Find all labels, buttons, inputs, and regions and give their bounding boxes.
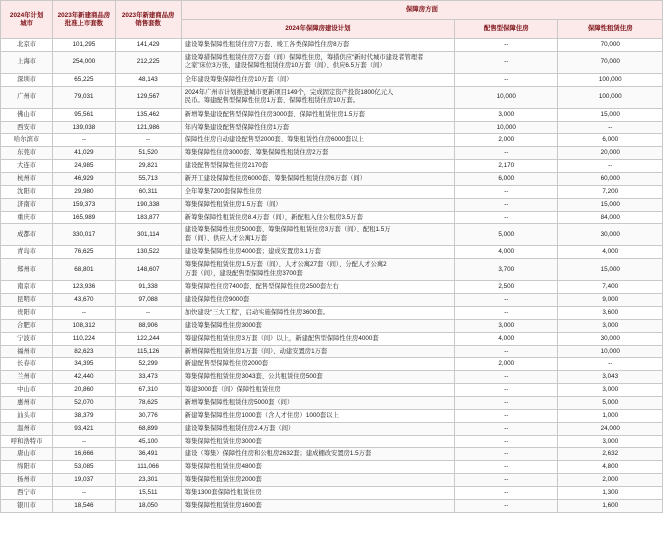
cell-plan-text: 建设筹集保障性住房4000套；建成安置房3.1万套 [181,246,454,259]
cell-plan-text: 筹集保障性租赁住房3000套 [181,435,454,448]
cell-sold-count: 51,520 [115,147,181,160]
cell-city: 温州市 [1,422,53,435]
table-row [1,448,663,461]
cell-sale-type-count: -- [455,461,558,474]
table-row [1,121,663,134]
cell-sale-type-count: 4,000 [455,332,558,345]
cell-approved-count: 24,985 [53,160,115,173]
cell-plan-text: 筹集保障性租赁住房1600套 [181,499,454,512]
table-row [1,487,663,500]
cell-rental-type-count: 4,000 [558,246,663,259]
table-row [1,397,663,410]
cell-plan-text: 建设筹集保障性住房3000套 [181,319,454,332]
cell-plan-text: 建设配售型保障性住房2170套 [181,160,454,173]
cell-plan-text: 2024年广州市计划推进城市更新项目149个，完成固定资产投资1800亿元人 民币。筹建配售型保障性住房1万套、保障性租赁住房10万套。 [181,86,454,108]
cell-city: 惠州市 [1,397,53,410]
cell-sale-type-count: -- [455,422,558,435]
cell-plan-text: 新增保障性租赁住房1万套（间）、动建安置房1万套 [181,345,454,358]
cell-plan-text: 新建配售型保障性住房2000套 [181,358,454,371]
cell-rental-type-count: -- [558,160,663,173]
cell-sold-count: 301,114 [115,224,181,246]
table-header-group-row [1,1,663,20]
header-sold-line2: 销售套数 [135,19,161,27]
cell-approved-count: 110,224 [53,332,115,345]
header-city-line2: 城市 [20,19,33,27]
cell-sold-count: 122,244 [115,332,181,345]
table-row [1,86,663,108]
header-group-housing-security: 保障房方面 [181,1,662,20]
table-row [1,224,663,246]
cell-plan-text: 建设筹集保障性住房5000套、筹集保障性租赁住房3万套（间）、配租1.5万 套（间）、供应人才公寓1万套 [181,224,454,246]
cell-approved-count: 108,312 [53,319,115,332]
cell-rental-type-count: 30,000 [558,332,663,345]
cell-sold-count: 121,986 [115,121,181,134]
table-row [1,499,663,512]
cell-sale-type-count: 2,000 [455,134,558,147]
cell-city: 上海市 [1,51,53,73]
cell-sold-count: 67,310 [115,384,181,397]
table-row [1,358,663,371]
table-row [1,211,663,224]
cell-approved-count: -- [53,134,115,147]
cell-sale-type-count: 6,000 [455,173,558,186]
table-body [1,39,663,513]
cell-sold-count: 15,511 [115,487,181,500]
cell-sale-type-count: -- [455,185,558,198]
cell-rental-type-count: 70,000 [558,51,663,73]
cell-sale-type-count: -- [455,435,558,448]
cell-city: 东莞市 [1,147,53,160]
cell-sale-type-count: -- [455,499,558,512]
cell-sold-count: -- [115,307,181,320]
cell-sale-type-count: 3,000 [455,319,558,332]
table-row [1,173,663,186]
cell-sold-count: 129,567 [115,86,181,108]
cell-approved-count: 34,395 [53,358,115,371]
cell-sale-type-count: -- [455,397,558,410]
cell-plan-text: 新开工建设保障性住房6000套、筹集保障性租赁住房6万套（间） [181,173,454,186]
cell-rental-type-count: 84,000 [558,211,663,224]
cell-rental-type-count: 70,000 [558,39,663,52]
table-row [1,147,663,160]
cell-city: 青岛市 [1,246,53,259]
cell-rental-type-count: 15,000 [558,259,663,281]
cell-rental-type-count: 15,000 [558,198,663,211]
table-row [1,384,663,397]
cell-plan-text: 全年建设筹集保障性住房10万套（间） [181,73,454,86]
header-city [1,1,53,39]
cell-city: 福州市 [1,345,53,358]
cell-sale-type-count: -- [455,345,558,358]
cell-approved-count: 95,561 [53,108,115,121]
cell-sold-count: 88,906 [115,319,181,332]
cell-plan-text: 筹集1300套保障性租赁住房 [181,487,454,500]
cell-city: 中山市 [1,384,53,397]
cell-rental-type-count: 100,000 [558,86,663,108]
cell-city: 沈阳市 [1,185,53,198]
table-row [1,307,663,320]
cell-sold-count: 23,301 [115,474,181,487]
cell-approved-count: 16,666 [53,448,115,461]
cell-rental-type-count: 1,600 [558,499,663,512]
cell-approved-count: 42,440 [53,371,115,384]
header-approved-line2: 批准上市套数 [64,19,104,27]
cell-rental-type-count: 7,200 [558,185,663,198]
cell-rental-type-count: 60,000 [558,173,663,186]
cell-city: 兰州市 [1,371,53,384]
cell-city: 哈尔滨市 [1,134,53,147]
cell-rental-type-count: 3,600 [558,307,663,320]
cell-rental-type-count: 7,400 [558,281,663,294]
cell-plan-text: 筹集保障性租赁住房1.5万套（间） [181,198,454,211]
cell-sold-count: 148,607 [115,259,181,281]
cell-city: 唐山市 [1,448,53,461]
cell-plan-text: 保障性住房自动建设配售型2000套、筹集租赁性住房6000套以上 [181,134,454,147]
cell-sold-count: 36,491 [115,448,181,461]
cell-plan-text: 筹集保障性住房7400套、配售型保障性住房2500套左右 [181,281,454,294]
cell-sale-type-count: 3,000 [455,108,558,121]
cell-rental-type-count: 3,000 [558,384,663,397]
table-row [1,332,663,345]
table-row [1,409,663,422]
cell-sale-type-count: 2,000 [455,358,558,371]
cell-sold-count: 30,776 [115,409,181,422]
cell-city: 佛山市 [1,108,53,121]
cell-sale-type-count: 10,000 [455,86,558,108]
cell-sale-type-count: 4,000 [455,246,558,259]
cell-approved-count: 101,295 [53,39,115,52]
cell-approved-count: 165,989 [53,211,115,224]
cell-sold-count: 130,522 [115,246,181,259]
cell-city: 郑州市 [1,259,53,281]
cell-sale-type-count: 2,500 [455,281,558,294]
cell-approved-count: 19,037 [53,474,115,487]
cell-rental-type-count: -- [558,121,663,134]
cell-sold-count: 29,821 [115,160,181,173]
cell-plan-text: 新增筹集保障性租赁住房5000套（间） [181,397,454,410]
header-city-line1: 2024年计划 [9,11,44,19]
cell-city: 广州市 [1,86,53,108]
cell-rental-type-count: 20,000 [558,147,663,160]
cell-plan-text: 加快建设“三大工程”，启动实施保障性住房3600套。 [181,307,454,320]
cell-approved-count: 43,670 [53,294,115,307]
table-row [1,134,663,147]
header-plan: 2024年保障房建设计划 [181,20,454,39]
cell-approved-count: 38,379 [53,409,115,422]
cell-plan-text: 筹集保障性租赁住房4800套 [181,461,454,474]
cell-sale-type-count: 2,170 [455,160,558,173]
cell-plan-text: 建设（筹集）保障性住房和公租房2632套；建成棚改安置房1.5万套 [181,448,454,461]
table-row [1,294,663,307]
cell-plan-text: 建设筹集保障性租赁住房2.4万套（间） [181,422,454,435]
cell-city: 汕头市 [1,409,53,422]
table-row [1,319,663,332]
table-row [1,474,663,487]
cell-approved-count: 18,546 [53,499,115,512]
table-row [1,461,663,474]
cell-approved-count: 76,625 [53,246,115,259]
cell-city: 昆明市 [1,294,53,307]
cell-city: 贵阳市 [1,307,53,320]
cell-plan-text: 筹集保障性租赁住房3043套、公共租赁住房500套 [181,371,454,384]
cell-sold-count: 111,066 [115,461,181,474]
cell-approved-count: -- [53,435,115,448]
cell-approved-count: 139,038 [53,121,115,134]
cell-city: 成都市 [1,224,53,246]
cell-plan-text: 新增筹集建设配售型保障性住房3000套、保障性租赁住房1.5万套 [181,108,454,121]
cell-sold-count: 135,462 [115,108,181,121]
table-header [1,1,663,39]
cell-approved-count: 68,801 [53,259,115,281]
cell-rental-type-count: 4,800 [558,461,663,474]
cell-sold-count: 33,473 [115,371,181,384]
cell-plan-text: 新筹集保障性租赁住房8.4万套（间），新配租入住公租房3.5万套 [181,211,454,224]
cell-approved-count: 20,860 [53,384,115,397]
cell-rental-type-count: 3,000 [558,319,663,332]
cell-city: 宁波市 [1,332,53,345]
cell-plan-text: 筹集保障性租赁住房2000套 [181,474,454,487]
cell-city: 大连市 [1,160,53,173]
table-row [1,198,663,211]
cell-approved-count: 29,980 [53,185,115,198]
cell-approved-count: 330,017 [53,224,115,246]
cell-rental-type-count: 100,000 [558,73,663,86]
cell-city: 合肥市 [1,319,53,332]
header-approved [53,1,115,39]
cell-plan-text: 筹集保障性住房3000套、筹集保障性租赁住房2万套 [181,147,454,160]
cell-sold-count: 115,126 [115,345,181,358]
cell-plan-text: 建设保障性住房9000套 [181,294,454,307]
cell-rental-type-count: 2,632 [558,448,663,461]
cell-city: 杭州市 [1,173,53,186]
cell-approved-count: 53,085 [53,461,115,474]
cell-city: 呼和浩特市 [1,435,53,448]
cell-sale-type-count: -- [455,307,558,320]
cell-approved-count: 159,373 [53,198,115,211]
cell-rental-type-count: 24,000 [558,422,663,435]
cell-city: 重庆市 [1,211,53,224]
cell-sale-type-count: 3,700 [455,259,558,281]
cell-rental-type-count: 1,300 [558,487,663,500]
cell-plan-text: 新建筹集保障性住房1000套（含人才住房）1000套以上 [181,409,454,422]
cell-approved-count: 41,029 [53,147,115,160]
cell-sold-count: 60,311 [115,185,181,198]
cell-plan-text: 筹集保障性租赁住房1.5万套（间）、人才公寓27套（间）、分配人才公寓2 万套（间），建设配售型保障性住房3700套 [181,259,454,281]
cell-sold-count: -- [115,134,181,147]
cell-city: 西宁市 [1,487,53,500]
cell-city: 济南市 [1,198,53,211]
cell-sold-count: 48,143 [115,73,181,86]
cell-sale-type-count: -- [455,371,558,384]
cell-sale-type-count: 10,000 [455,121,558,134]
cell-sale-type-count: -- [455,198,558,211]
cell-sale-type-count: -- [455,409,558,422]
cell-sale-type-count: 5,000 [455,224,558,246]
cell-sold-count: 97,088 [115,294,181,307]
cell-sale-type-count: -- [455,39,558,52]
cell-approved-count: -- [53,307,115,320]
cell-city: 西安市 [1,121,53,134]
table-row [1,108,663,121]
cell-approved-count: 46,929 [53,173,115,186]
table-row [1,73,663,86]
cell-rental-type-count: 6,000 [558,134,663,147]
cell-city: 绵阳市 [1,461,53,474]
cell-sale-type-count: -- [455,474,558,487]
cell-rental-type-count: 5,000 [558,397,663,410]
cell-sale-type-count: -- [455,487,558,500]
cell-approved-count: 52,070 [53,397,115,410]
cell-sold-count: 91,338 [115,281,181,294]
cell-sold-count: 183,877 [115,211,181,224]
cell-plan-text: 建设筹集保障性租赁住房7万套、竣工各类保障性住房8万套 [181,39,454,52]
cell-sale-type-count: -- [455,51,558,73]
cell-approved-count: 123,936 [53,281,115,294]
cell-sale-type-count: -- [455,211,558,224]
table-row [1,422,663,435]
table-row [1,185,663,198]
cell-sold-count: 55,713 [115,173,181,186]
cell-approved-count: 79,031 [53,86,115,108]
header-rental-type: 保障性租赁住房 [558,20,663,39]
cell-approved-count: 93,421 [53,422,115,435]
table-row [1,281,663,294]
cell-city: 银川市 [1,499,53,512]
cell-rental-type-count: 30,000 [558,224,663,246]
cell-plan-text: 全年筹集7200套保障性住房 [181,185,454,198]
table-row [1,246,663,259]
header-approved-line1: 2023年新建商品房 [57,11,111,19]
cell-approved-count: 82,623 [53,345,115,358]
table-row [1,39,663,52]
cell-sold-count: 212,225 [115,51,181,73]
cell-sold-count: 18,050 [115,499,181,512]
cell-sold-count: 68,899 [115,422,181,435]
cell-sale-type-count: -- [455,73,558,86]
cell-city: 长春市 [1,358,53,371]
cell-sold-count: 52,299 [115,358,181,371]
cell-rental-type-count: 9,000 [558,294,663,307]
table-row [1,345,663,358]
cell-approved-count: -- [53,487,115,500]
header-sale-type: 配售型保障住房 [455,20,558,39]
cell-plan-text: 筹建保障性租赁住房3万套（间）以上，新建配售型保障性住房4000套 [181,332,454,345]
cell-city: 扬州市 [1,474,53,487]
cell-plan-text: 筹建3000套（间）保障性租赁住房 [181,384,454,397]
table-row [1,371,663,384]
cell-sold-count: 190,338 [115,198,181,211]
table-row [1,160,663,173]
cell-rental-type-count: -- [558,358,663,371]
cell-rental-type-count: 3,000 [558,435,663,448]
table-row [1,435,663,448]
cell-rental-type-count: 1,000 [558,409,663,422]
cell-city: 北京市 [1,39,53,52]
cell-sale-type-count: -- [455,384,558,397]
cell-city: 南京市 [1,281,53,294]
cell-plan-text: 年内筹集建设配售型保障性住房1万套 [181,121,454,134]
cell-rental-type-count: 3,043 [558,371,663,384]
cell-sold-count: 45,100 [115,435,181,448]
cell-sold-count: 141,429 [115,39,181,52]
header-sold-line1: 2023年新建商品房 [121,11,175,19]
header-sold [115,1,181,39]
cell-rental-type-count: 10,000 [558,345,663,358]
cell-approved-count: 65,225 [53,73,115,86]
cell-city: 深圳市 [1,73,53,86]
table-row [1,259,663,281]
cell-rental-type-count: 15,000 [558,108,663,121]
cell-rental-type-count: 2,000 [558,474,663,487]
cell-sale-type-count: -- [455,294,558,307]
cell-approved-count: 254,000 [53,51,115,73]
table-row [1,51,663,73]
cell-sale-type-count: -- [455,448,558,461]
cell-plan-text: 建设筹措保障性租赁住房7万套（间）保障性住房，筹措供应“新时代城市建设者管理者 之家”床位3万张，建设保障性租赁住房10万套（间）、供应6.5万套（间） [181,51,454,73]
cell-sale-type-count: -- [455,147,558,160]
cell-sold-count: 78,625 [115,397,181,410]
